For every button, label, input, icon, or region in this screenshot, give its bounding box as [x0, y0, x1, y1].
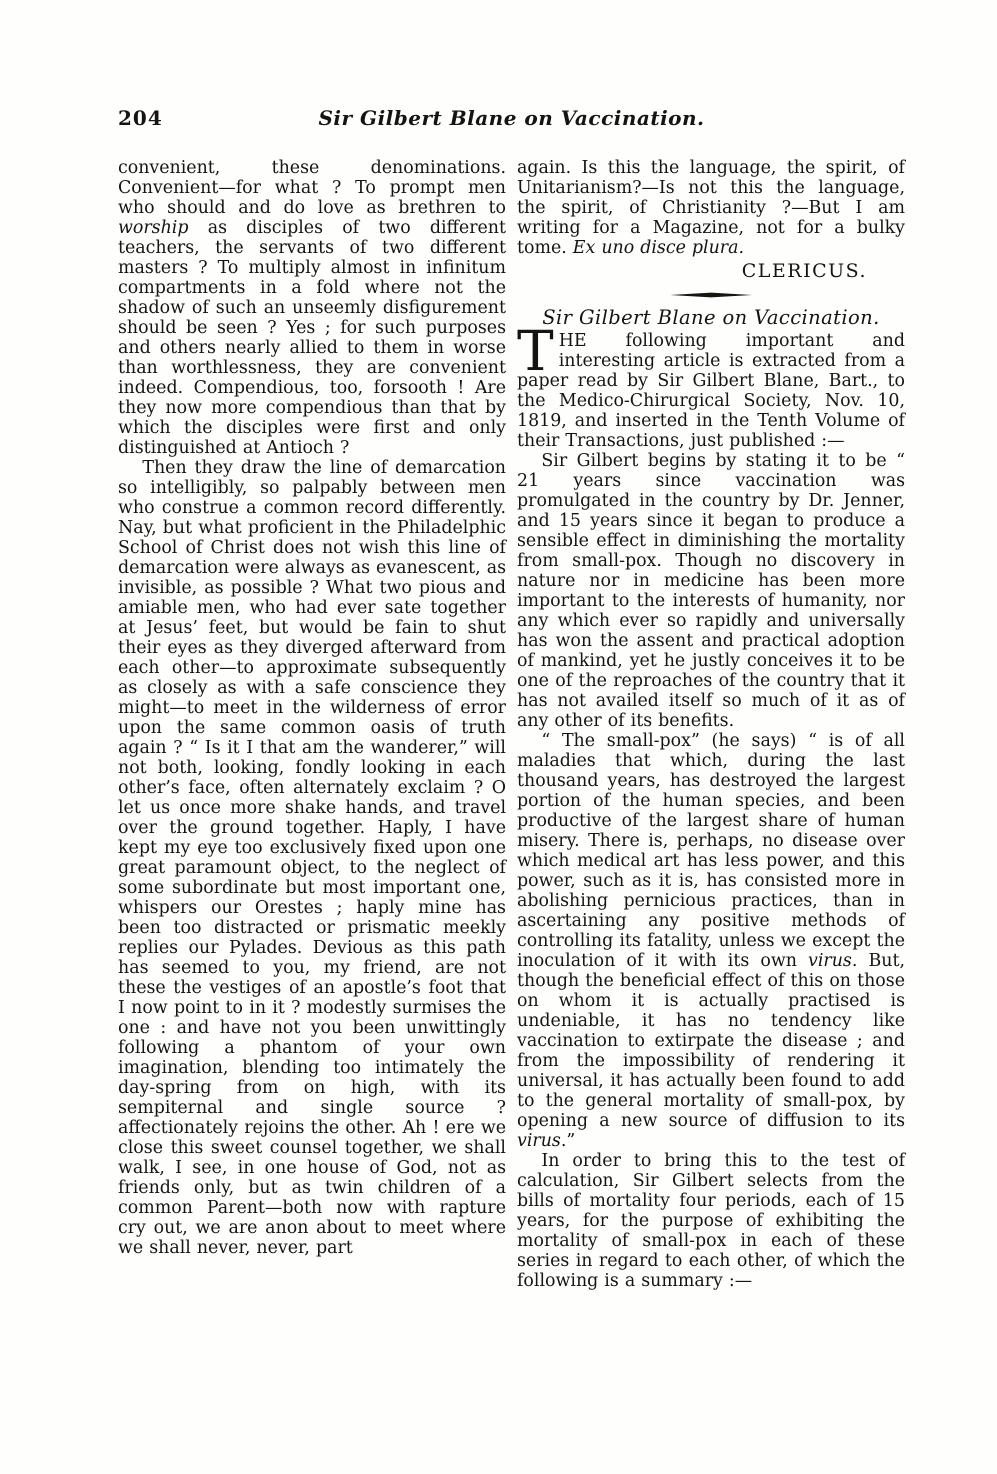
- article-title: Sir Gilbert Blane on Vaccination.: [542, 306, 880, 329]
- two-column-body: [118, 158, 905, 1291]
- diamond-rule-divider-icon: [670, 292, 752, 298]
- running-title: Sir Gilbert Blane on Vaccination.: [318, 106, 705, 130]
- paragraph: Then they draw the line of demarcation so intelligibly, so palpably between men who construe a common record differently. Nay, but what proficient in the Philadelphic School of Christ does not wish this line of demarcation were always as evanescent, as invisible, as possible ? What two pious and amiable men, who had ever sate together at Jesus’ feet, but would be fain to shut their eyes as they diverged afterward from each other—to approximate subsequently as closely as with a safe conscience they might—to meet in the wilderness of error upon the same common oasis of truth again ? “ Is it I that am the wanderer,” will not both, looking, fondly looking in each other’s face, often alternately exclaim ? O let us once more shake hands, and travel over the ground together. Haply, I have kept my eye too exclusively fixed upon one great paramount object, to the neglect of some subordinate but most important one, whispers our Orestes ; haply mine has been too distracted or prismatic meekly replies our Pylades. Devious as this path has seemed to you, my friend, are not these the vestiges of an apostle’s foot that I now point to in it ? modestly surmises the one : and have not you been unwittingly following a phantom of your own imagination, blending too intimately the day-spring from on high, with its sempiternal and single source ? affectionately rejoins the other. Ah ! ere we close this sweet counsel together, we shall walk, I see, in one house of God, not as friends only, but as twin children of a common Parent—both now with rapture cry out, we are anon about to meet where we shall never, never, part: [118, 458, 507, 1258]
- paragraph-continuation: again. Is this the language, the spirit, of Unitarianism?—Is not this the language, the spirit, of Christianity ?—But I am writing for a Magazine, not for a bulky tome. Ex uno disce plura.: [517, 158, 905, 258]
- right-column: [517, 158, 905, 1291]
- article-paragraph: “ The small-pox” (he says) “ is of all maladies that which, during the last thousand years, has destroyed the largest portion of the human species, and been productive of the largest share of human misery. There is, perhaps, no disease over which medical art has less power, and this power, such as it is, has consisted more in abolishing pernicious practices, than in ascertaining any positive methods of controlling its fatality, unless we except the inoculation of it with its own virus. But, though the beneficial effect of this on those on whom it is actually practised is undeniable, it has no tendency like vaccination to extirpate the disease ; and from the impossibility of rendering it universal, it has actually been found to add to the general mortality of small-pox, by opening a new source of diffusion to its virus.”: [517, 731, 905, 1151]
- page-number: 204: [118, 106, 163, 130]
- left-column: [118, 158, 506, 1258]
- article-paragraph-dropcap: THE following important and interesting article is extracted from a paper read by Sir Gilbert Blane, Bart., to the Medico-Chirurgical Society, Nov. 10, 1819, and inserted in the Tenth Volume of their Transactions, just published :—: [517, 319, 905, 451]
- paragraph-continuation: convenient, these denominations. Convenient—for what ? To prompt men who should and do love as brethren to worship as disciples of two different teachers, the servants of two different masters ? To multiply almost in infinitum compartments in a fold where not the shadow of such an unseemly disfigurement should be seen ? Yes ; for such purposes and others nearly allied to them in worse than worthlessness, they are convenient indeed. Compendious, too, forsooth ! Are they now more compendious than that by which the disciples were first and only distinguished at Antioch ?: [118, 158, 506, 458]
- page-header: [118, 106, 905, 136]
- author-signature: CLERICUS.: [741, 260, 867, 282]
- article-paragraph: In order to bring this to the test of calculation, Sir Gilbert selects from the bills of mortality four periods, each of 15 years, for the purpose of exhibiting the mortality of small-pox in each of these series in regard to each other, of which the following is a summary :—: [517, 1151, 905, 1291]
- article-paragraph: Sir Gilbert begins by stating it to be “ 21 years since vaccination was promulgated in the country by Dr. Jenner, and 15 years since it began to produce a sensible effect in diminishing the mortality from small-pox. Though no discovery in nature nor in medicine has been more important to the interests of humanity, nor any which ever so rapidly and universally has won the assent and practical adoption of mankind, yet he justly conceives it to be one of the reproaches of the country that it has not availed itself so much of it as of any other of its benefits.: [517, 451, 905, 731]
